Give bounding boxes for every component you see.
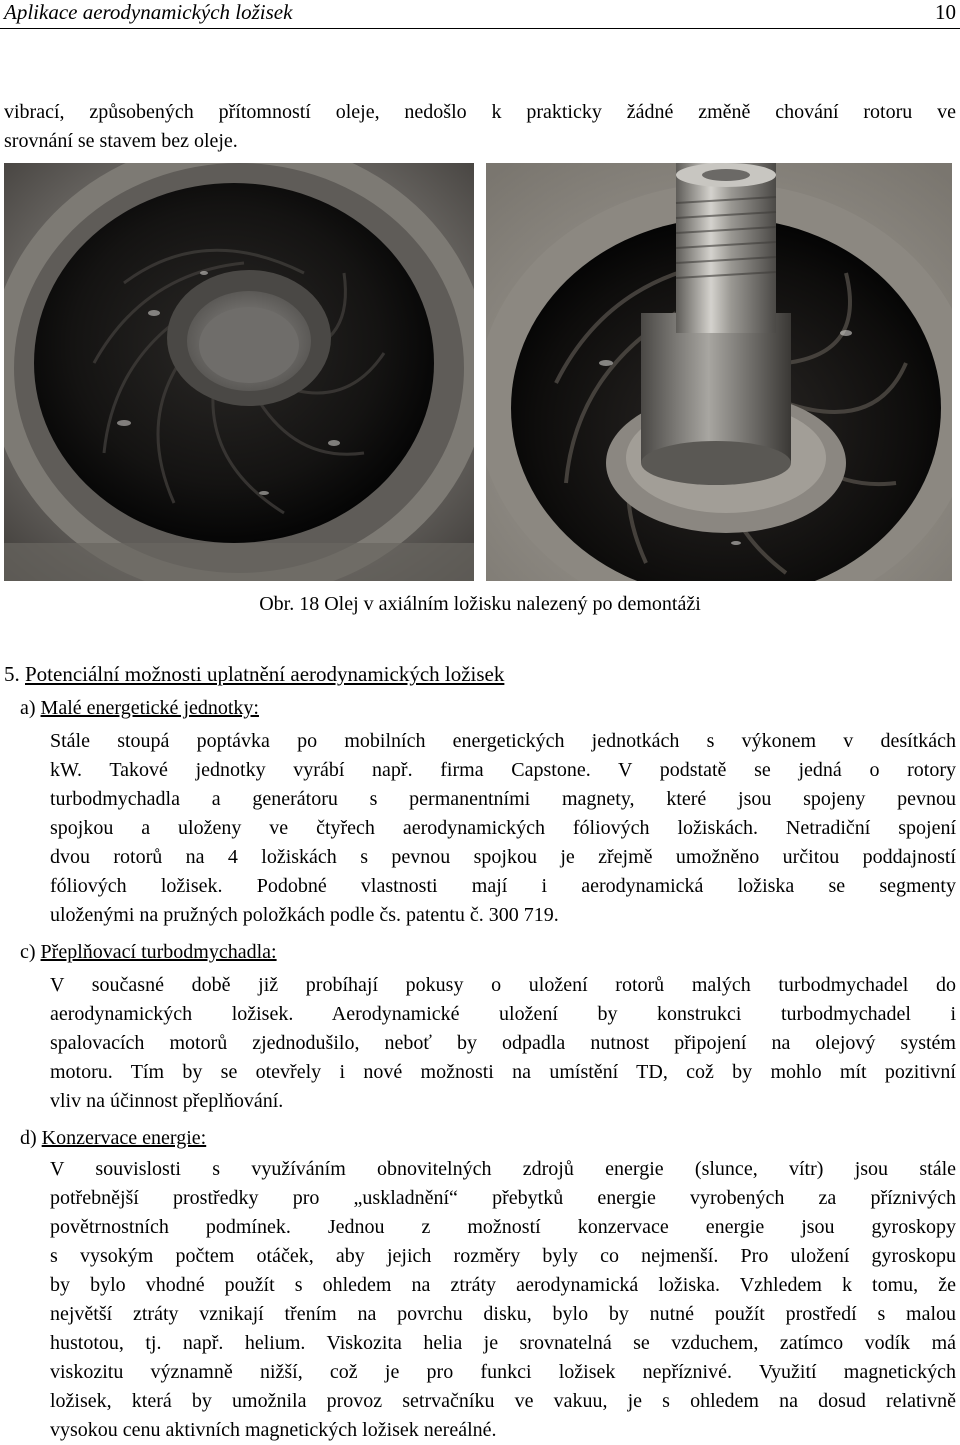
text-line: motoru. Tím by se otevřely i nové možnosti na umístění TD, což by mohlo mít pozitivní (50, 1061, 956, 1083)
text-line: s vysokým počtem otáček, aby jejich rozměry byly co nejmenší. Pro uložení gyroskopu (50, 1245, 956, 1267)
text-line: vibrací, způsobených přítomností oleje, nedošlo k prakticky žádné změně chování rotoru ve (4, 101, 956, 123)
subsection-title: Konzervace energie: (41, 1127, 207, 1149)
text-line: ložisek, která by umožnila provoz setrvačníku ve vakuu, je s ohledem na dosud relativně (50, 1390, 956, 1412)
subsection-d-paragraph (50, 1155, 956, 1445)
header-title: Aplikace aerodynamických ložisek (4, 0, 293, 24)
figure-caption: Obr. 18 Olej v axiálním ložisku nalezený po demontáži (259, 593, 701, 615)
text-line: dvou rotorů na 4 ložiskách s pevnou spojkou je zřejmě umožněno určitou poddajností (50, 846, 956, 868)
text-line: by bylo vhodné použít s ohledem na ztráty aerodynamická ložiska. Vzhledem k tomu, že (50, 1274, 956, 1296)
subsection-d-heading (20, 1124, 206, 1153)
text-line: fóliových ložisek. Podobné vlastnosti mají i aerodynamická ložiska se segmenty (50, 875, 956, 897)
subsection-a-heading (20, 694, 259, 723)
text-line: povětrnostních podmínek. Jednou z možností konzervace energie jsou gyroskopy (50, 1216, 956, 1238)
bearing-photo-right (486, 163, 952, 581)
subsection-title: Přeplňovací turbodmychadla: (40, 941, 277, 963)
text-line: viskozitu významně nižší, což je pro funkci ložisek nepříznivé. Využití magnetických (50, 1361, 956, 1383)
section-heading (4, 659, 504, 689)
subsection-c-paragraph (50, 971, 956, 1116)
section-number: 5. (4, 662, 25, 686)
text-line: V současné době již probíhají pokusy o uložení rotorů malých turbodmychadel do (50, 974, 956, 996)
text-line: vliv na účinnost přeplňování. (50, 1090, 284, 1112)
section-title: Potenciální možnosti uplatnění aerodynamických ložisek (25, 662, 505, 686)
text-line: vysokou cenu aktivních magnetických ložisek nereálné. (50, 1419, 497, 1441)
subsection-c-heading (20, 938, 277, 967)
subsection-a-paragraph (50, 727, 956, 930)
bearing-photo-left (4, 163, 474, 581)
page-header (4, 0, 956, 26)
text-line: potřebnější prostředky pro „uskladnění“ přebytků energie vyrobených za příznivých (50, 1187, 956, 1209)
text-line: největší ztráty vznikají třením na povrchu disku, bylo by nutné použít prostředí s malou (50, 1303, 956, 1325)
text-line: srovnání se stavem bez oleje. (4, 130, 238, 152)
text-line: V souvislosti s využíváním obnovitelných zdrojů energie (slunce, vítr) jsou stále (50, 1158, 956, 1180)
text-line: Stále stoupá poptávka po mobilních energetických jednotkách s výkonem v desítkách (50, 730, 956, 752)
text-line: kW. Takové jednotky vyrábí např. firma Capstone. V podstatě se jedná o rotory (50, 759, 956, 781)
text-line: hustotou, tj. např. helium. Viskozita helia je srovnatelná se vzduchem, zatímco vodík má (50, 1332, 956, 1354)
text-line: uloženými na pružných položkách podle čs. patentu č. 300 719. (50, 904, 559, 926)
subsection-marker: d) (20, 1127, 42, 1149)
subsection-marker: c) (20, 941, 41, 963)
header-rule (0, 28, 960, 29)
text-line: turbodmychadla a generátoru s permanentními magnety, které jsou spojeny pevnou (50, 788, 956, 810)
text-line: spalovacích motorů zjednodušilo, neboť by odpadla nutnost připojení na olejový systém (50, 1032, 956, 1054)
intro-paragraph (4, 98, 956, 156)
text-line: aerodynamických ložisek. Aerodynamické uložení by konstrukci turbodmychadel i (50, 1003, 956, 1025)
page-number: 10 (935, 0, 956, 24)
subsection-title: Malé energetické jednotky: (40, 697, 259, 719)
subsection-marker: a) (20, 697, 41, 719)
text-line: spojkou a uloženy ve čtyřech aerodynamických fóliových ložiskách. Netradiční spojení (50, 817, 956, 839)
